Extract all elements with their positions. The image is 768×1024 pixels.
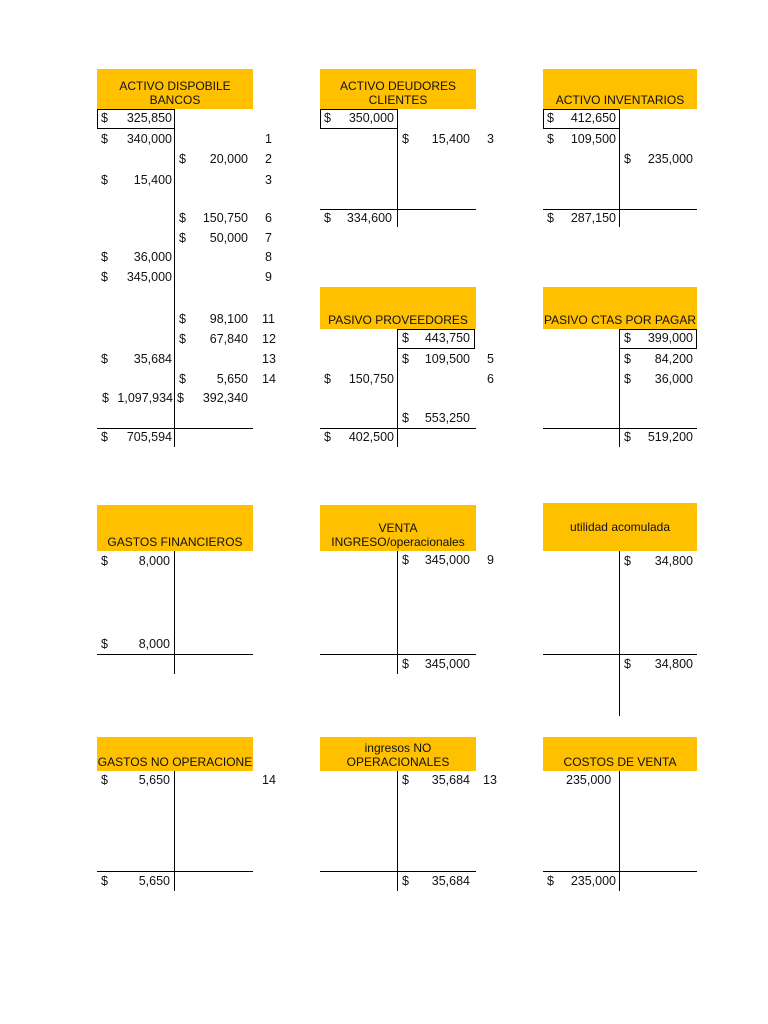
- closing-balance: $ 5,650: [101, 874, 170, 888]
- account-header: [97, 737, 253, 771]
- opening-balance: $ 443,750: [402, 331, 470, 345]
- credit-entry: $ 67,840: [179, 332, 248, 346]
- account-header: [543, 737, 697, 771]
- account-header: [320, 737, 476, 771]
- closing-balance: $ 345,000: [402, 657, 470, 671]
- credit-entry: $ 50,000: [179, 231, 248, 245]
- credit-entry: $ 36,000: [624, 372, 693, 386]
- account-title: ingresos NO: [364, 741, 432, 755]
- credit-entry: $ 345,000: [402, 553, 470, 567]
- entry-ref: 12: [262, 332, 276, 346]
- credit-entry: $ 35,684: [402, 773, 470, 787]
- account-title: VENTA: [378, 521, 418, 535]
- opening-balance: $ 412,650: [547, 111, 616, 125]
- closing-balance: $ 235,000: [547, 874, 616, 888]
- entry-ref: 13: [483, 773, 497, 787]
- entry-ref: 6: [265, 211, 272, 225]
- account-title: ACTIVO INVENTARIOS: [555, 93, 685, 107]
- debit-entry: $ 150,750: [324, 372, 394, 386]
- account-header: [320, 505, 476, 551]
- credit-entry: $ 20,000: [179, 152, 248, 166]
- entry-ref: 14: [262, 372, 276, 386]
- closing-balance: $ 34,800: [624, 657, 693, 671]
- entry-ref: 1: [265, 132, 272, 146]
- credit-entry: $ 5,650: [179, 372, 248, 386]
- debit-entry: $ 36,000: [101, 250, 172, 264]
- debit-entry: $ 35,684: [101, 352, 172, 366]
- closing-balance: $ 334,600: [324, 211, 392, 225]
- debit-entry: $ 8,000: [101, 554, 170, 568]
- debit-entry: $ 345,000: [101, 270, 172, 284]
- credit-entry: $ 15,400: [402, 132, 470, 146]
- account-title: ACTIVO DISPOBILE: [119, 79, 231, 93]
- closing-balance: $ 287,150: [547, 211, 616, 225]
- entry-ref: 8: [265, 250, 272, 264]
- entry-ref: 14: [262, 773, 276, 787]
- entry-ref: 7: [265, 231, 272, 245]
- total-credit: $ 553,250: [402, 411, 470, 425]
- entry-ref: 3: [487, 132, 494, 146]
- account-header: [97, 505, 253, 551]
- entry-ref: 13: [262, 352, 276, 366]
- account-title: GASTOS NO OPERACIONE: [97, 755, 253, 769]
- account-title: PASIVO PROVEEDORES: [328, 313, 468, 327]
- closing-balance: $ 705,594: [101, 430, 172, 444]
- account-header: [543, 503, 697, 551]
- debit-entry: $ 340,000: [101, 132, 172, 146]
- account-header: [543, 287, 697, 329]
- total-credit: $ 392,340: [177, 391, 248, 405]
- entry-ref: 2: [265, 152, 272, 166]
- account-subtitle: CLIENTES: [368, 93, 428, 107]
- account-header: [97, 69, 253, 109]
- entry-ref: 9: [487, 553, 494, 567]
- account-header: [320, 69, 476, 109]
- credit-entry: $ 109,500: [402, 352, 470, 366]
- credit-entry: $ 34,800: [624, 554, 693, 568]
- account-title: utilidad acomulada: [569, 520, 671, 534]
- account-subtitle: INGRESO/operacionales: [331, 535, 465, 549]
- account-header: [320, 287, 476, 329]
- account-title: GASTOS FINANCIEROS: [107, 535, 243, 549]
- entry-ref: 6: [487, 372, 494, 386]
- debit-total: $ 8,000: [101, 637, 170, 651]
- closing-balance: $ 519,200: [624, 430, 693, 444]
- debit-entry: $ 109,500: [547, 132, 616, 146]
- credit-entry: $ 84,200: [624, 352, 693, 366]
- total-debit: $ 1,097,934: [102, 391, 173, 405]
- account-subtitle: OPERACIONALES: [346, 755, 450, 769]
- account-title: COSTOS DE VENTA: [563, 755, 677, 769]
- debit-entry: $ 15,400: [101, 173, 172, 187]
- debit-entry: 235,000: [566, 773, 612, 787]
- opening-balance: $ 325,850: [101, 111, 172, 125]
- credit-entry: $ 150,750: [179, 211, 248, 225]
- closing-balance: $ 402,500: [324, 430, 394, 444]
- account-title: ACTIVO DEUDORES: [339, 79, 456, 93]
- account-title: PASIVO CTAS POR PAGAR: [543, 313, 697, 327]
- entry-ref: 5: [487, 352, 494, 366]
- account-header: [543, 69, 697, 109]
- credit-entry: $ 235,000: [624, 152, 693, 166]
- entry-ref: 3: [265, 173, 272, 187]
- opening-balance: $ 399,000: [624, 331, 693, 345]
- account-subtitle: BANCOS: [149, 93, 201, 107]
- entry-ref: 11: [262, 312, 275, 326]
- credit-entry: $ 98,100: [179, 312, 248, 326]
- opening-balance: $ 350,000: [324, 111, 394, 125]
- entry-ref: 9: [265, 270, 272, 284]
- debit-entry: $ 5,650: [101, 773, 170, 787]
- closing-balance: $ 35,684: [402, 874, 470, 888]
